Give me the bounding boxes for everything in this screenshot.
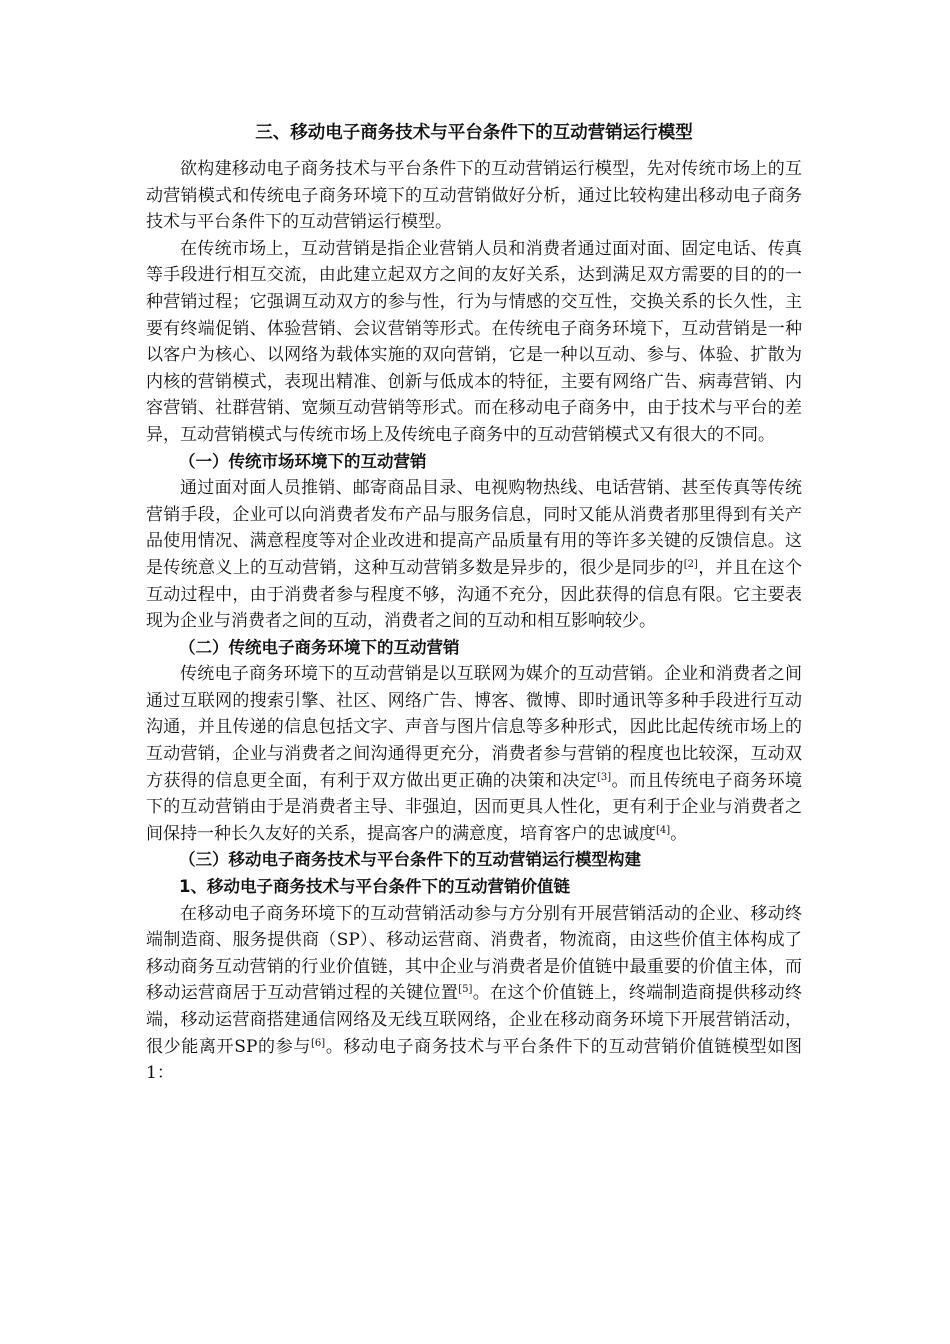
citation-6: [6] <box>311 1037 326 1049</box>
citation-2: [2] <box>683 558 698 570</box>
paragraph-ecommerce-interaction <box>146 661 802 847</box>
paragraph-intro: 欲构建移动电子商务技术与平台条件下的互动营销运行模型，先对传统市场上的互动营销模式和传统电子商务环境下的互动营销做好分析，通过比较构建出移动电子商务技术与平台条件下的互动营销运行模型。 <box>146 159 802 233</box>
citation-4: [4] <box>656 824 671 836</box>
paragraph-traditional-interaction <box>146 475 802 635</box>
subheading-traditional-market: （一）传统市场环境下的互动营销 <box>179 451 427 471</box>
subheading-mobile-model: （三）移动电子商务技术与平台条件下的互动营销运行模型构建 <box>179 850 641 870</box>
section-title: 三、移动电子商务技术与平台条件下的互动营销运行模型 <box>255 123 693 143</box>
paragraph-traditional-market: 在传统市场上，互动营销是指企业营销人员和消费者通过面对面、固定电话、传真等手段进行相互交流，由此建立起双方之间的友好关系，达到满足双方需要的目的的一种营销过程；它强调互动双方的参与性，行为与情感的交互性，交换关系的长久性，主要有终端促销、体验营销、会议营销等形式。在传统电子商务环境下，互动营销是一种以客户为核心、以网络为载体实施的双向营销，它是一种以互动、参与、体验、扩散为内核的营销模式，表现出精准、创新与低成本的特征，主要有网络广告、病毒营销、内容营销、社群营销、宽频互动营销等形式。而在移动电子商务中，由于技术与平台的差异，互动营销模式与传统市场上及传统电子商务中的互动营销模式又有很大的不同。 <box>146 238 802 445</box>
citation-3: [3] <box>597 771 612 783</box>
paragraph-text: 。 <box>670 823 688 844</box>
paragraph-text: 。在这个价值链上，终端制造商提供移动终端，移动运营商搭建通信网络及无线互联网络，企业在移动商务环境下开展营销活动，很少能离开SP的参与 <box>146 983 803 1057</box>
paragraph-text: 传统电子商务环境下的互动营销是以互联网为媒介的互动营销。企业和消费者之间通过互联网的搜索引擎、社区、网络广告、博客、微博、即时通讯等多种手段进行互动沟通，并且传递的信息包括文字、声音与图片信息等多种形式，因此比起传统市场上的互动营销，企业与消费者之间沟通得更充分，消费者参与营销的程度也比较深，互动双方获得的信息更全面，有利于双方做出更正确的决策和决定 <box>146 664 802 791</box>
citation-5: [5] <box>458 984 473 996</box>
paragraph-text: 。移动电子商务技术与平台条件下的互动营销价值链模型如图1： <box>146 1036 803 1084</box>
paragraph-text: 通过面对面人员推销、邮寄商品目录、电视购物热线、电话营销、甚至传真等传统营销手段，企业可以向消费者发布产品与服务信息，同时又能从消费者那里得到有关产品使用情况、满意程度等对企业改进和提高产品质量有用的等许多关键的反馈信息。这是传统意义上的互动营销，这种互动营销多数是异步的，很少是同步的 <box>146 478 802 578</box>
document-body <box>146 120 802 1087</box>
paragraph-text: 。而且传统电子商务环境下的互动营销由于是消费者主导、非强迫，因而更具人性化，更有利于企业与消费者之间保持一种长久友好的关系，提高客户的满意度，培育客户的忠诚度 <box>146 770 803 844</box>
subheading-traditional-ecommerce: （二）传统电子商务环境下的互动营销 <box>179 637 460 657</box>
subheading-value-chain: 1、移动电子商务技术与平台条件下的互动营销价值链 <box>179 877 570 897</box>
paragraph-text: 在移动电子商务环境下的互动营销活动参与方分别有开展营销活动的企业、移动终端制造商、服务提供商（SP）、移动运营商、消费者，物流商，由这些价值主体构成了移动商务互动营销的行业价值链，其中企业与消费者是价值链中最重要的价值主体，而移动运营商居于互动营销过程的关键位置 <box>146 903 802 1004</box>
paragraph-text: ，并且在这个互动过程中，由于消费者参与程度不够，沟通不充分，因此获得的信息有限。它主要表现为企业与消费者之间的互动，消费者之间的互动和相互影响较少。 <box>146 557 803 632</box>
paragraph-value-chain <box>146 901 802 1087</box>
